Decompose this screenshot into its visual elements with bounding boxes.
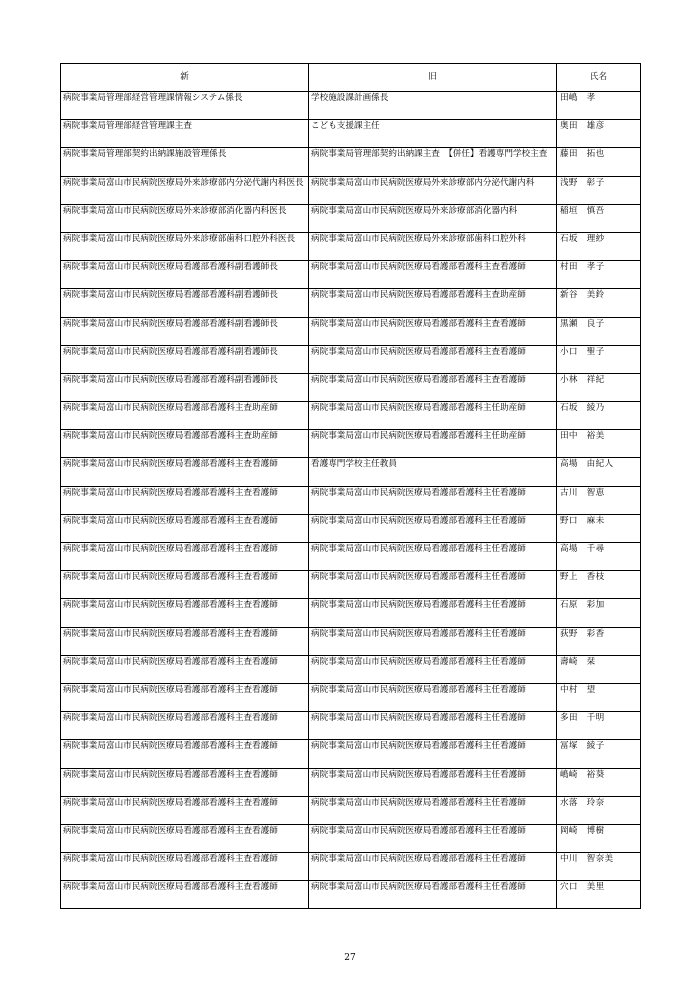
name-cell [557, 430, 641, 458]
new-position-cell-text: 病院事業局管理部契約出納課施設管理係長 [63, 149, 227, 160]
new-position-cell [61, 92, 309, 120]
name-cell [557, 232, 641, 260]
name-cell [557, 176, 641, 204]
new-position-cell [61, 289, 309, 317]
name-cell-text: 高場 千尋 [560, 544, 605, 554]
old-position-cell [309, 824, 557, 852]
name-cell [557, 571, 641, 599]
page-number: 27 [344, 953, 356, 963]
table-row [61, 599, 641, 627]
old-position-cell-text: 学校施設課計画係長 [311, 93, 389, 103]
name-cell [557, 204, 641, 232]
old-position-cell [309, 176, 557, 204]
new-position-cell-text: 病院事業局富山市民病院医療局看護部看護科主査看護師 [63, 769, 278, 780]
name-cell [557, 740, 641, 768]
name-cell-text: 水落 玲奈 [560, 797, 605, 808]
old-position-cell [309, 232, 557, 260]
new-position-cell [61, 543, 309, 571]
table-row [61, 232, 641, 260]
old-position-cell-text: 病院事業局管理部契約出納課主査 【併任】看護専門学校主査 [311, 149, 548, 160]
new-position-cell [61, 740, 309, 768]
old-position-cell-text: 病院事業局富山市民病院医療局看護部看護科主任看護師 [311, 628, 526, 639]
new-position-cell [61, 204, 309, 232]
new-position-cell-text: 病院事業局富山市民病院医療局外来診療部消化器内科医長 [63, 205, 287, 216]
old-position-cell-text: 病院事業局富山市民病院医療局看護部看護科主査助産師 [311, 290, 526, 301]
new-position-cell-text: 病院事業局富山市民病院医療局看護部看護科主査看護師 [63, 628, 278, 639]
new-position-cell [61, 458, 309, 486]
new-position-cell [61, 627, 309, 655]
name-cell-text: 多田 千明 [560, 713, 605, 724]
table-row [61, 317, 641, 345]
table-row [61, 120, 641, 148]
name-cell [557, 458, 641, 486]
old-position-cell [309, 881, 557, 909]
old-position-cell [309, 458, 557, 486]
name-cell-text: 村田 孝子 [560, 262, 605, 273]
old-position-cell-text: 病院事業局富山市民病院医療局看護部看護科主任看護師 [311, 572, 526, 583]
new-position-cell-text: 病院事業局富山市民病院医療局看護部看護科主査看護師 [63, 882, 278, 893]
old-position-cell-text: 病院事業局富山市民病院医療局看護部看護科主任看護師 [311, 741, 526, 752]
table-row [61, 655, 641, 683]
old-position-cell-text: 病院事業局富山市民病院医療局看護部看護科主任看護師 [311, 713, 526, 724]
table-row [61, 486, 641, 514]
old-position-cell-text: 病院事業局富山市民病院医療局看護部看護科主任看護師 [311, 825, 526, 836]
old-position-cell-text: 病院事業局富山市民病院医療局看護部看護科主任看護師 [311, 544, 526, 554]
header-new-position: 新 [61, 64, 309, 92]
new-position-cell [61, 345, 309, 373]
new-position-cell [61, 881, 309, 909]
old-position-cell [309, 317, 557, 345]
new-position-cell [61, 683, 309, 711]
old-position-cell-text: 病院事業局富山市民病院医療局看護部看護科主査看護師 [311, 346, 526, 357]
new-position-cell [61, 373, 309, 401]
name-cell [557, 317, 641, 345]
old-position-cell-text: 病院事業局富山市民病院医療局看護部看護科主任看護師 [311, 882, 526, 893]
new-position-cell [61, 402, 309, 430]
name-cell-text: 嶋崎 裕葵 [560, 769, 605, 780]
name-cell-text: 石原 彩加 [560, 600, 605, 611]
new-position-cell-text: 病院事業局富山市民病院医療局看護部看護科副看護師長 [63, 374, 278, 385]
new-position-cell [61, 232, 309, 260]
old-position-cell-text: 病院事業局富山市民病院医療局看護部看護科主任看護師 [311, 515, 526, 526]
old-position-cell-text: 病院事業局富山市民病院医療局看護部看護科主任看護師 [311, 854, 526, 865]
table-row [61, 712, 641, 740]
old-position-cell-text: 病院事業局富山市民病院医療局看護部看護科主任看護師 [311, 797, 526, 808]
name-cell-text: 田中 裕美 [560, 431, 605, 442]
old-position-cell-text: 病院事業局富山市民病院医療局看護部看護科主任看護師 [311, 600, 526, 611]
name-cell-text: 石坂 理紗 [560, 233, 605, 244]
new-position-cell-text: 病院事業局富山市民病院医療局看護部看護科主査看護師 [63, 515, 278, 526]
table-header-row [61, 64, 641, 92]
name-cell-text: 中村 望 [560, 684, 596, 695]
name-cell-text: 岡崎 博樹 [560, 825, 605, 836]
name-cell [557, 543, 641, 571]
new-position-cell-text: 病院事業局管理部経営管理課情報システム係長 [63, 93, 243, 103]
old-position-cell-text: 病院事業局富山市民病院医療局看護部看護科主任看護師 [311, 656, 526, 667]
old-position-cell [309, 430, 557, 458]
name-cell [557, 261, 641, 289]
old-position-cell [309, 514, 557, 542]
old-position-cell-text: 病院事業局富山市民病院医療局看護部看護科主任助産師 [311, 431, 526, 442]
name-cell-text: 壽崎 栞 [560, 656, 596, 667]
name-cell-text: 穴口 美里 [560, 882, 605, 893]
name-cell [557, 373, 641, 401]
table-row [61, 514, 641, 542]
header-old-position: 旧 [309, 64, 557, 92]
new-position-cell [61, 514, 309, 542]
old-position-cell [309, 289, 557, 317]
table-row [61, 853, 641, 881]
table-row [61, 627, 641, 655]
old-position-cell [309, 655, 557, 683]
name-cell-text: 高場 由紀人 [560, 459, 614, 470]
old-position-cell-text: 病院事業局富山市民病院医療局看護部看護科主任看護師 [311, 769, 526, 780]
name-cell [557, 712, 641, 740]
old-position-cell-text: 病院事業局富山市民病院医療局看護部看護科主査看護師 [311, 262, 526, 273]
name-cell [557, 768, 641, 796]
name-cell-text: 藤田 拓也 [560, 149, 605, 160]
name-cell [557, 796, 641, 824]
new-position-cell-text: 病院事業局富山市民病院医療局看護部看護科主査看護師 [63, 741, 278, 752]
new-position-cell [61, 599, 309, 627]
old-position-cell-text: 病院事業局富山市民病院医療局看護部看護科主査看護師 [311, 318, 526, 329]
old-position-cell [309, 204, 557, 232]
old-position-cell-text: 病院事業局富山市民病院医療局看護部看護科主査看護師 [311, 374, 526, 385]
new-position-cell-text: 病院事業局富山市民病院医療局看護部看護科主査看護師 [63, 825, 278, 836]
name-cell-text: 田嶋 孝 [560, 93, 596, 103]
old-position-cell-text: 病院事業局富山市民病院医療局外来診療部内分泌代謝内科 [311, 177, 535, 188]
table-row [61, 373, 641, 401]
new-position-cell [61, 655, 309, 683]
table-row [61, 824, 641, 852]
new-position-cell [61, 853, 309, 881]
old-position-cell-text: 看護専門学校主任教員 [311, 459, 397, 470]
old-position-cell [309, 768, 557, 796]
new-position-cell-text: 病院事業局富山市民病院医療局看護部看護科主査助産師 [63, 431, 278, 442]
new-position-cell [61, 120, 309, 148]
old-position-cell-text: 病院事業局富山市民病院医療局看護部看護科主任看護師 [311, 487, 526, 498]
table-row [61, 402, 641, 430]
old-position-cell [309, 683, 557, 711]
table-row [61, 740, 641, 768]
old-position-cell [309, 853, 557, 881]
name-cell [557, 289, 641, 317]
name-cell [557, 92, 641, 120]
name-cell [557, 683, 641, 711]
name-cell-text: 奥田 雄彦 [560, 121, 605, 132]
name-cell [557, 120, 641, 148]
new-position-cell-text: 病院事業局富山市民病院医療局外来診療部内分泌代謝内科医長 [63, 177, 304, 188]
name-cell [557, 402, 641, 430]
name-cell-text: 黒瀬 良子 [560, 318, 605, 329]
table-row [61, 148, 641, 176]
table-row [61, 543, 641, 571]
old-position-cell [309, 740, 557, 768]
new-position-cell [61, 571, 309, 599]
name-cell [557, 148, 641, 176]
name-cell-text: 古川 智恵 [560, 487, 605, 498]
table-row [61, 92, 641, 120]
name-cell-text: 稲垣 慎吾 [560, 205, 605, 216]
name-cell [557, 881, 641, 909]
name-cell-text: 冨塚 綾子 [560, 741, 605, 752]
old-position-cell-text: 病院事業局富山市民病院医療局外来診療部歯科口腔外科 [311, 233, 526, 244]
old-position-cell [309, 486, 557, 514]
new-position-cell-text: 病院事業局富山市民病院医療局看護部看護科主査看護師 [63, 600, 278, 611]
old-position-cell [309, 543, 557, 571]
name-cell [557, 627, 641, 655]
old-position-cell [309, 712, 557, 740]
old-position-cell [309, 599, 557, 627]
new-position-cell-text: 病院事業局管理部経営管理課主査 [63, 121, 192, 132]
new-position-cell-text: 病院事業局富山市民病院医療局看護部看護科副看護師長 [63, 290, 278, 301]
table-row [61, 571, 641, 599]
name-cell-text: 小口 聖子 [560, 346, 605, 357]
new-position-cell [61, 824, 309, 852]
old-position-cell-text: こども支援課主任 [311, 121, 380, 132]
table-row [61, 458, 641, 486]
new-position-cell [61, 430, 309, 458]
table-row [61, 796, 641, 824]
new-position-cell-text: 病院事業局富山市民病院医療局看護部看護科主査看護師 [63, 544, 278, 554]
name-cell [557, 514, 641, 542]
name-cell [557, 599, 641, 627]
old-position-cell [309, 261, 557, 289]
new-position-cell-text: 病院事業局富山市民病院医療局看護部看護科主査看護師 [63, 713, 278, 724]
name-cell-text: 中川 智奈美 [560, 854, 614, 865]
name-cell [557, 486, 641, 514]
new-position-cell-text: 病院事業局富山市民病院医療局看護部看護科主査看護師 [63, 656, 278, 667]
old-position-cell [309, 373, 557, 401]
old-position-cell [309, 92, 557, 120]
table-body [61, 92, 641, 909]
old-position-cell [309, 148, 557, 176]
old-position-cell [309, 120, 557, 148]
old-position-cell-text: 病院事業局富山市民病院医療局看護部看護科主任看護師 [311, 684, 526, 695]
new-position-cell-text: 病院事業局富山市民病院医療局看護部看護科主査看護師 [63, 487, 278, 498]
name-cell-text: 荻野 彩香 [560, 628, 605, 639]
new-position-cell [61, 768, 309, 796]
old-position-cell-text: 病院事業局富山市民病院医療局外来診療部消化器内科 [311, 205, 518, 216]
new-position-cell [61, 796, 309, 824]
new-position-cell [61, 317, 309, 345]
table-row [61, 345, 641, 373]
new-position-cell-text: 病院事業局富山市民病院医療局看護部看護科副看護師長 [63, 318, 278, 329]
new-position-cell-text: 病院事業局富山市民病院医療局外来診療部歯科口腔外科医長 [63, 233, 296, 244]
name-cell-text: 新谷 美鈴 [560, 290, 605, 301]
old-position-cell [309, 571, 557, 599]
old-position-cell [309, 402, 557, 430]
header-name: 氏名 [557, 64, 641, 92]
new-position-cell-text: 病院事業局富山市民病院医療局看護部看護科副看護師長 [63, 262, 278, 273]
old-position-cell [309, 796, 557, 824]
table-row [61, 881, 641, 909]
old-position-cell-text: 病院事業局富山市民病院医療局看護部看護科主任助産師 [311, 403, 526, 414]
name-cell [557, 853, 641, 881]
new-position-cell-text: 病院事業局富山市民病院医療局看護部看護科主査看護師 [63, 797, 278, 808]
name-cell-text: 小林 祥紀 [560, 374, 605, 385]
new-position-cell [61, 712, 309, 740]
old-position-cell [309, 345, 557, 373]
table-row [61, 768, 641, 796]
table-row [61, 289, 641, 317]
name-cell [557, 345, 641, 373]
table-row [61, 176, 641, 204]
new-position-cell-text: 病院事業局富山市民病院医療局看護部看護科主査看護師 [63, 854, 278, 865]
name-cell-text: 野上 香枝 [560, 572, 605, 583]
table-row [61, 683, 641, 711]
new-position-cell [61, 148, 309, 176]
new-position-cell-text: 病院事業局富山市民病院医療局看護部看護科主査助産師 [63, 403, 278, 414]
table-row [61, 261, 641, 289]
table-row [61, 204, 641, 232]
name-cell [557, 824, 641, 852]
name-cell [557, 655, 641, 683]
table-row [61, 430, 641, 458]
new-position-cell-text: 病院事業局富山市民病院医療局看護部看護科主査看護師 [63, 459, 278, 470]
name-cell-text: 野口 麻未 [560, 515, 605, 526]
name-cell-text: 浅野 彰子 [560, 177, 605, 188]
new-position-cell-text: 病院事業局富山市民病院医療局看護部看護科主査看護師 [63, 684, 278, 695]
new-position-cell-text: 病院事業局富山市民病院医療局看護部看護科副看護師長 [63, 346, 278, 357]
new-position-cell [61, 486, 309, 514]
new-position-cell [61, 261, 309, 289]
new-position-cell [61, 176, 309, 204]
new-position-cell-text: 病院事業局富山市民病院医療局看護部看護科主査看護師 [63, 572, 278, 583]
old-position-cell [309, 627, 557, 655]
name-cell-text: 石坂 綾乃 [560, 403, 605, 414]
personnel-table [60, 63, 641, 909]
